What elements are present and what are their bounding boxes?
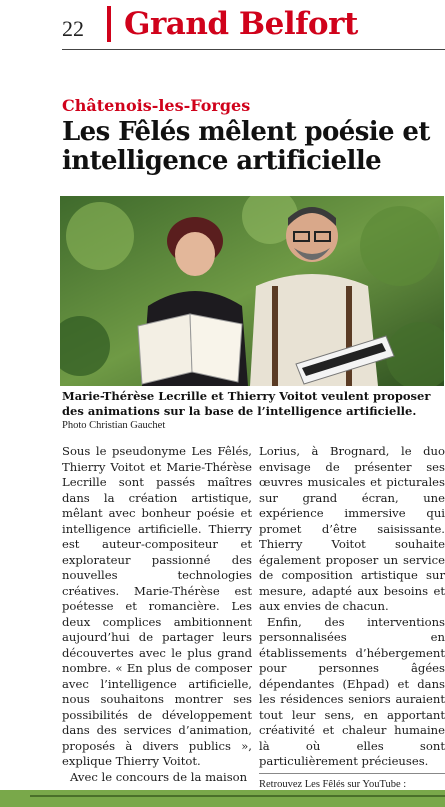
page-number: 22	[62, 16, 84, 41]
body-column-1	[62, 444, 252, 785]
section-title: Grand Belfort	[124, 6, 358, 42]
youtube-note: Retrouvez Les Fêlés sur YouTube :	[259, 773, 445, 806]
article-headline: Les Fêlés mêlent poésie et intelligence artificielle	[62, 117, 430, 176]
page-header	[0, 0, 445, 52]
paragraph: Avec le concours de la maison	[70, 769, 248, 784]
photo-illustration	[60, 196, 444, 386]
paragraph: Sous le pseudonyme Les Fêlés, Thierry Voitot et Marie-Thérèse Lecrille sont passés maîtres dans la création artistique, mêlant avec bonheur poésie et intelligence artificielle. Thierry est auteur-compositeur et explorateur passionné des nouvelles technologies créatives. Marie-Thérèse est poétesse et romancière. Les deux complices ambitionnent aujourd’hui de partager leurs découvertes avec le plus grand nombre. « En plus de composer avec l’intelligence artificielle, nous souhaitons montrer ses possibilités de développement dans des services d’animation, proposés à divers publics », explique Thierry Voitot.	[62, 444, 252, 768]
header-divider	[107, 6, 111, 42]
body-column-2	[259, 444, 445, 806]
paragraph: Lorius, à Brognard, le duo envisage de présenter ses œuvres musicales et picturales sur grand écran, une expérience immersive qui promet d’être saisissante. Thierry Voitot souhaite également proposer un service de composition artistique sur mesure, adapté aux besoins et aux envies de chacun.	[259, 444, 445, 613]
bottom-rule	[30, 795, 445, 797]
photo-credit: Photo Christian Gauchet	[62, 420, 166, 431]
paragraph: Enfin, des interventions personnalisées en établissements d’hébergement pour personnes âgées dépendantes (Ehpad) et dans les résidences seniors auraient tout leur sens, en apportant créativité et chaleur humaine là où elles sont particulièrement précieuses.	[259, 614, 445, 768]
bottom-decoration	[0, 790, 445, 807]
article-kicker: Châtenois-les-Forges	[62, 96, 251, 115]
header-rule	[62, 49, 445, 50]
photo-caption: Marie-Thérèse Lecrille et Thierry Voitot veulent proposer des animations sur la base de l’intelligence artificielle.	[62, 389, 431, 418]
article-photo	[60, 196, 444, 386]
